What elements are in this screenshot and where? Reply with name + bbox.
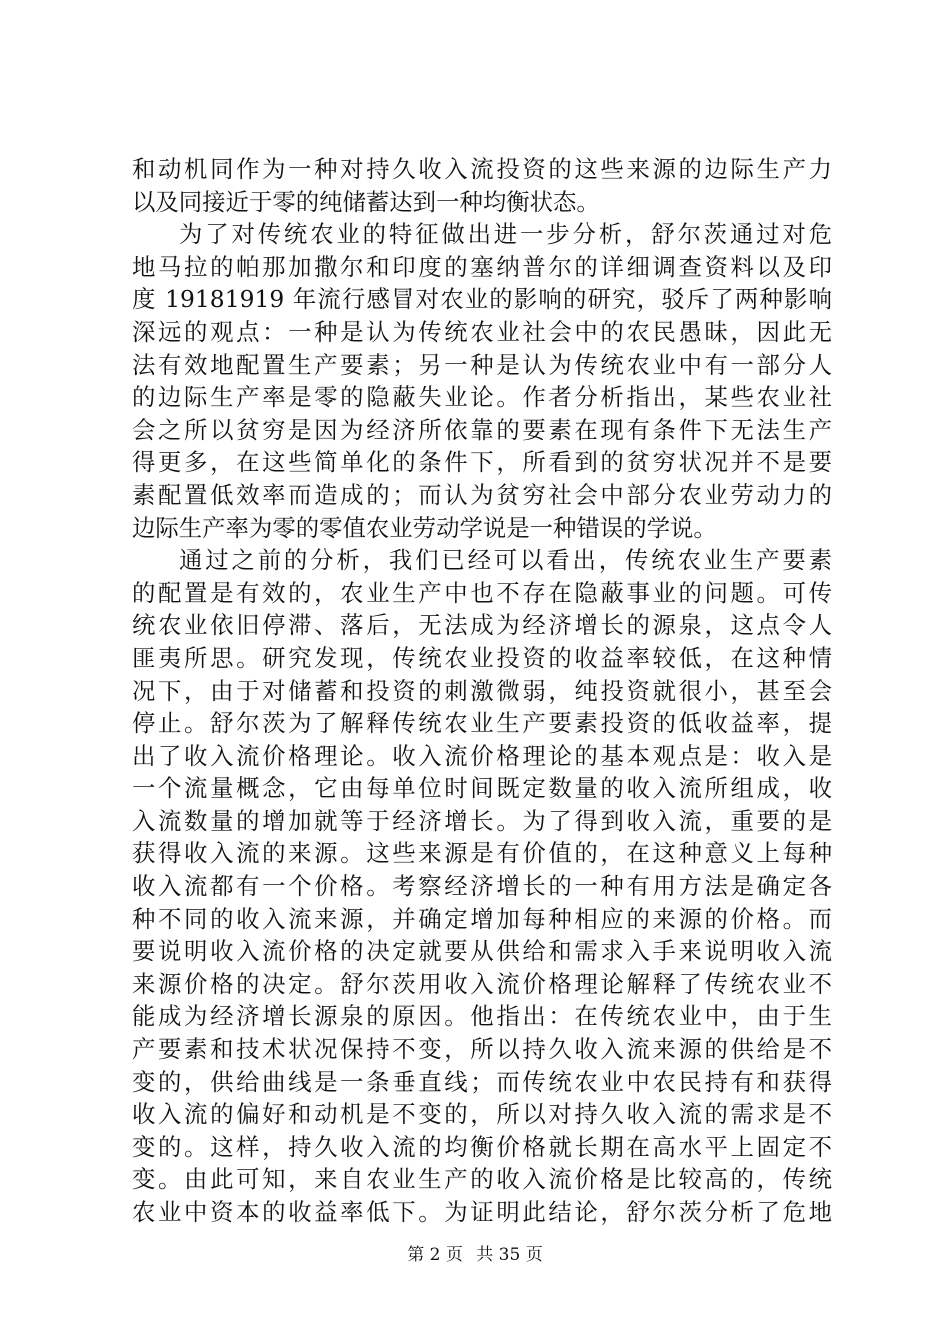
text-line: 和动机同作为一种对持久收入流投资的这些来源的边际生产力 xyxy=(132,155,832,183)
text-line: 会之所以贫穷是因为经济所依靠的要素在现有条件下无法生产 xyxy=(132,415,832,444)
paragraph xyxy=(132,218,832,544)
text-line: 收入流都有一个价格。考察经济增长的一种有用方法是确定各 xyxy=(132,872,832,901)
text-line: 匪夷所思。研究发现，传统农业投资的收益率较低，在这种情 xyxy=(132,643,832,672)
text-line: 为了对传统农业的特征做出进一步分析，舒尔茨通过对危 xyxy=(179,220,832,249)
text-line: 能成为经济增长源泉的原因。他指出：在传统农业中，由于生 xyxy=(132,1002,832,1031)
text-line: 收入流的偏好和动机是不变的，所以对持久收入流的需求是不 xyxy=(132,1100,832,1129)
text-line: 素配置低效率而造成的；而认为贫穷社会中部分农业劳动力的 xyxy=(132,480,832,509)
text-line: 获得收入流的来源。这些来源是有价值的，在这种意义上每种 xyxy=(132,839,832,868)
text-line: 变的，供给曲线是一条垂直线；而传统农业中农民持有和获得 xyxy=(132,1067,832,1096)
text-line: 度 19181919 年流行感冒对农业的影响的研究，驳斥了两种影响 xyxy=(132,285,832,314)
text-line: 以及同接近于零的纯储蓄达到一种均衡状态。 xyxy=(132,187,600,216)
text-line: 农业中资本的收益率低下。为证明此结论，舒尔茨分析了危地 xyxy=(132,1198,832,1226)
text-line: 况下，由于对储蓄和投资的刺激微弱，纯投资就很小，甚至会 xyxy=(132,676,832,705)
text-line: 变的。这样，持久收入流的均衡价格就长期在高水平上固定不 xyxy=(132,1132,832,1161)
paragraph xyxy=(132,153,832,218)
text-line: 来源价格的决定。舒尔茨用收入流价格理论解释了传统农业不 xyxy=(132,969,832,998)
text-line: 一个流量概念，它由每单位时间既定数量的收入流所组成，收 xyxy=(132,774,832,803)
text-line: 种不同的收入流来源，并确定增加每种相应的来源的价格。而 xyxy=(132,904,832,933)
text-line: 变。由此可知，来自农业生产的收入流价格是比较高的，传统 xyxy=(132,1165,832,1194)
text-line: 通过之前的分析，我们已经可以看出，传统农业生产要素 xyxy=(179,546,832,575)
text-line: 得更多，在这些简单化的条件下，所看到的贫穷状况并不是要 xyxy=(132,448,832,477)
text-line: 出了收入流价格理论。收入流价格理论的基本观点是：收入是 xyxy=(132,741,832,770)
total-pages: 共 35 页 xyxy=(476,1245,543,1265)
text-line: 停止。舒尔茨为了解释传统农业生产要素投资的低收益率，提 xyxy=(132,709,832,738)
text-line: 地马拉的帕那加撒尔和印度的塞纳普尔的详细调查资料以及印 xyxy=(132,252,832,281)
text-line: 法有效地配置生产要素；另一种是认为传统农业中有一部分人 xyxy=(132,350,832,379)
text-line: 产要素和技术状况保持不变，所以持久收入流来源的供给是不 xyxy=(132,1035,832,1064)
page-number: 第 2 页 xyxy=(407,1245,463,1265)
text-line: 边际生产率为零的零值农业劳动学说是一种错误的学说。 xyxy=(132,513,717,542)
paragraph xyxy=(132,544,832,1228)
text-line: 统农业依旧停滞、落后，无法成为经济增长的源泉，这点令人 xyxy=(132,611,832,640)
page-footer xyxy=(0,1244,950,1266)
text-line: 要说明收入流价格的决定就要从供给和需求入手来说明收入流 xyxy=(132,937,832,966)
text-line: 深远的观点：一种是认为传统农业社会中的农民愚昧，因此无 xyxy=(132,317,832,346)
text-line: 入流数量的增加就等于经济增长。为了得到收入流，重要的是 xyxy=(132,806,832,835)
text-line: 的边际生产率是零的隐蔽失业论。作者分析指出，某些农业社 xyxy=(132,383,832,412)
body-text xyxy=(132,153,832,1229)
text-line: 的配置是有效的，农业生产中也不存在隐蔽事业的问题。可传 xyxy=(132,578,832,607)
